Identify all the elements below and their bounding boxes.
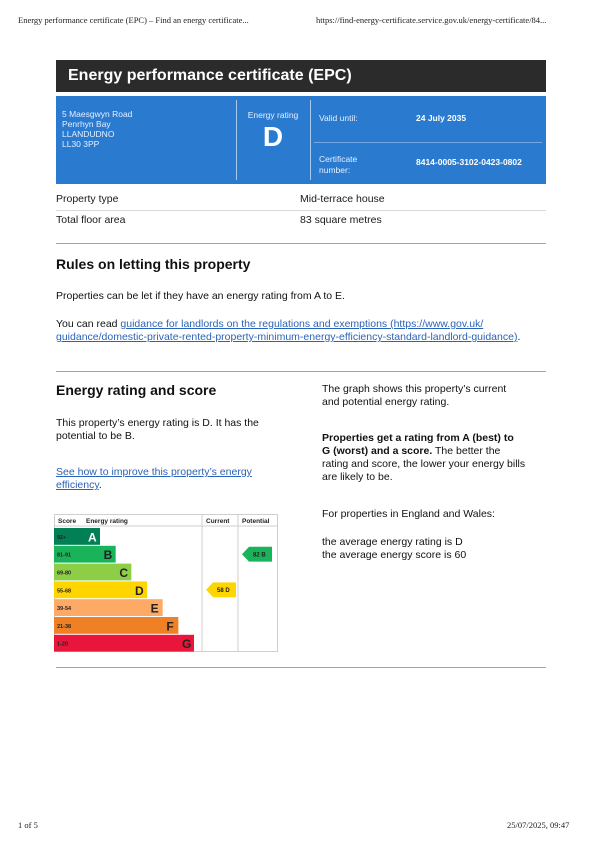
improve-efficiency-link[interactable]: See how to improve this property’s energy <box>56 466 252 478</box>
address-line: LL30 3PP <box>62 139 100 149</box>
property-address <box>62 109 132 149</box>
address-line: LLANDUDNO <box>62 129 115 139</box>
address-line: 5 Maesgwyn Road <box>62 109 133 119</box>
floor-area-value: 83 square metres <box>300 214 382 226</box>
average-rating: the average energy rating is D <box>322 536 463 548</box>
band-letter: B <box>103 548 113 563</box>
chart-header-potential: Potential <box>242 518 270 525</box>
floor-area-label: Total floor area <box>56 214 126 226</box>
band-score-range: 21-38 <box>57 623 72 630</box>
energy-rating-label: Energy rating <box>247 110 299 120</box>
panel-divider <box>310 100 311 180</box>
page-number: 1 of 5 <box>18 820 38 830</box>
average-values <box>322 536 466 562</box>
landlord-guidance-link[interactable]: guidance/domestic-private-rented-property-minimum-energy-efficiency-standard-landlord-guidance) <box>56 331 518 343</box>
band-letter: E <box>150 601 159 616</box>
improve-efficiency-paragraph: See how to improve this property’s energy efficiency. <box>56 466 252 491</box>
chart-header-current: Current <box>206 518 230 525</box>
panel-divider <box>236 100 237 180</box>
address-line: Penrhyn Bay <box>62 119 111 129</box>
band-score-range: 92+ <box>57 534 67 541</box>
energy-rating-letter: D <box>262 121 284 152</box>
band-score-range: 69-80 <box>57 570 72 577</box>
rating-explanation: Properties get a rating from A (best) to G (worst) and a score. The better the rating and score, the lower your energy bills are likely to be. <box>322 432 526 483</box>
band-score-range: 55-68 <box>57 588 72 595</box>
certificate-summary-panel <box>56 96 546 184</box>
band-letter: F <box>166 619 174 634</box>
band-letter: C <box>119 566 129 580</box>
browser-page-title: Energy performance certificate (EPC) – Find an energy certificate... <box>18 15 249 25</box>
current-rating-marker-label: 58 D <box>217 588 230 595</box>
letting-guidance-paragraph: You can read guidance for landlords on the regulations and exemptions (https://www.gov.uk/ guidance/domestic-private-rented-property-minimum-energy-efficiency-standard-landlord-guidance). <box>56 318 521 343</box>
landlord-guidance-link[interactable]: guidance for landlords on the regulations and exemptions (https://www.gov.uk/ <box>120 318 484 330</box>
certificate-number-label: Certificate number: <box>319 154 358 175</box>
panel-separator <box>314 142 542 143</box>
band-letter: A <box>88 530 97 545</box>
section-rule <box>56 243 546 244</box>
energy-rating-chart <box>54 514 278 652</box>
browser-url: https://find-energy-certificate.service.gov.uk/energy-certificate/84... <box>316 15 547 25</box>
band-letter: G <box>182 637 192 652</box>
band-score-range: 1-20 <box>57 641 69 648</box>
row-divider <box>56 210 546 211</box>
score-heading: Energy rating and score <box>56 382 217 398</box>
property-type-label: Property type <box>56 193 119 205</box>
letting-heading: Rules on letting this property <box>56 256 251 272</box>
band-score-range: 81-91 <box>57 552 72 559</box>
valid-until-value: 24 July 2035 <box>416 113 467 123</box>
chart-header-rating: Energy rating <box>86 518 128 525</box>
rating-band-g <box>54 635 194 652</box>
letting-paragraph: Properties can be let if they have an energy rating from A to E. <box>56 290 345 302</box>
average-score: the average energy score is 60 <box>322 549 467 561</box>
band-letter: D <box>135 583 144 598</box>
section-rule <box>56 371 546 372</box>
page-title: Energy performance certificate (EPC) <box>56 60 546 92</box>
chart-header-score: Score <box>58 518 77 525</box>
potential-rating-marker-label: 82 B <box>253 552 266 559</box>
print-datetime: 25/07/2025, 09:47 <box>507 820 570 830</box>
score-paragraph: This property’s energy rating is D. It has the potential to be B. <box>56 417 259 442</box>
rating-band-f <box>54 617 178 634</box>
certificate-number-value: 8414-0005-3102-0423-0802 <box>416 157 522 167</box>
improve-efficiency-link[interactable]: efficiency <box>56 479 99 491</box>
property-type-value: Mid-terrace house <box>300 193 385 205</box>
section-rule <box>56 667 546 668</box>
region-text: For properties in England and Wales: <box>322 508 495 520</box>
band-score-range: 39-54 <box>57 606 72 613</box>
valid-until-label: Valid until: <box>319 113 358 123</box>
graph-description: The graph shows this property’s current and potential energy rating. <box>322 383 507 408</box>
